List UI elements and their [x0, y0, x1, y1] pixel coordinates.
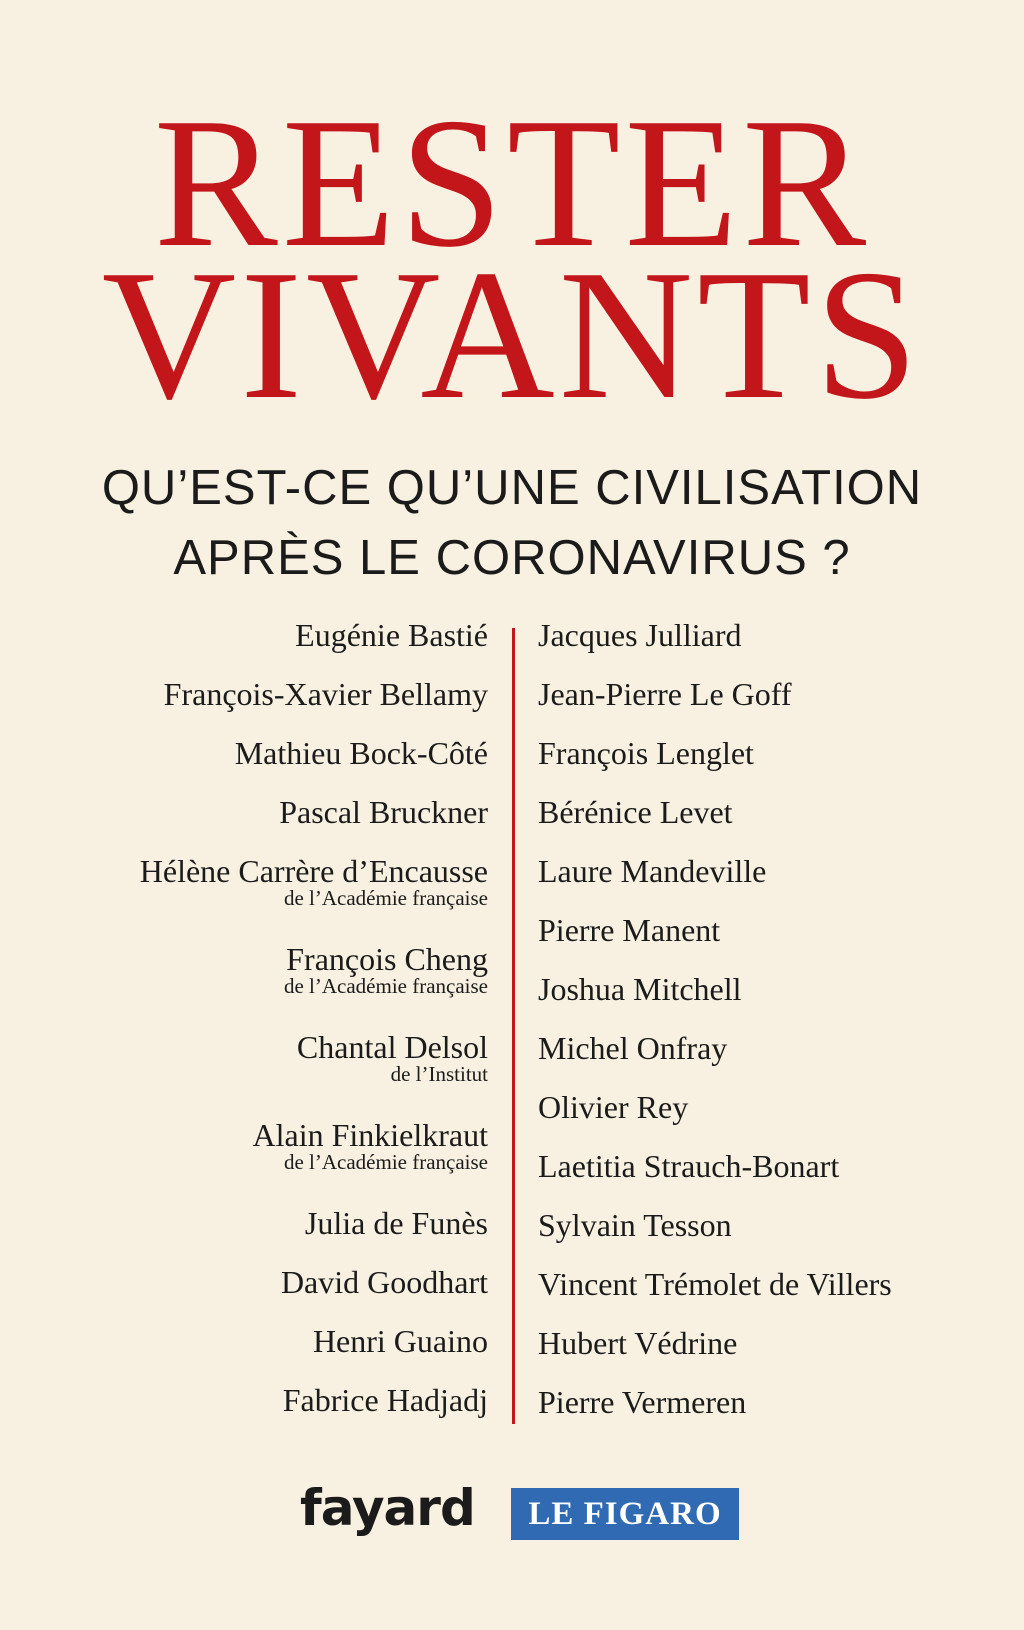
author-name: Pascal Bruckner [279, 794, 488, 830]
author-name: Vincent Trémolet de Villers [538, 1266, 892, 1302]
author-name: Fabrice Hadjadj [282, 1382, 488, 1418]
author-item [538, 851, 1008, 910]
author-name: Jacques Julliard [538, 617, 742, 653]
author-name: Chantal Delsol [296, 1029, 488, 1065]
author-item [8, 1262, 488, 1321]
author-name: Hubert Védrine [538, 1325, 738, 1361]
authors-right-column [538, 615, 1008, 1441]
le-figaro-logo [511, 1488, 739, 1540]
author-name: Hélène Carrère d’Encausse [139, 853, 488, 889]
author-name: François Cheng [286, 941, 488, 977]
author-name: Pierre Manent [538, 912, 721, 948]
authors-left-column [8, 615, 488, 1439]
author-name: Sylvain Tesson [538, 1207, 732, 1243]
column-divider [512, 628, 515, 1424]
author-item [538, 1382, 1008, 1441]
author-affiliation: de l’Académie française [283, 974, 488, 998]
subtitle-line-2: APRÈS LE CORONAVIRUS ? [173, 531, 851, 585]
author-item [538, 1087, 1008, 1146]
author-name: Joshua Mitchell [538, 971, 742, 1007]
author-name: François Lenglet [538, 735, 754, 771]
author-item [538, 674, 1008, 733]
author-item [8, 939, 488, 1027]
author-item [8, 1115, 488, 1203]
author-item [538, 615, 1008, 674]
author-name: Henri Guaino [312, 1323, 488, 1359]
author-item [8, 1380, 488, 1439]
author-item [538, 1264, 1008, 1323]
author-affiliation: de l’Institut [390, 1062, 488, 1086]
title-line-2: VIVANTS [101, 232, 923, 438]
author-name: Laure Mandeville [538, 853, 767, 889]
author-name: Laetitia Strauch-Bonart [538, 1148, 840, 1184]
author-item [538, 1028, 1008, 1087]
author-name: Olivier Rey [538, 1089, 689, 1125]
author-item [8, 733, 488, 792]
author-item [538, 969, 1008, 1028]
author-item [8, 615, 488, 674]
author-name: François-Xavier Bellamy [163, 676, 488, 712]
author-item [538, 910, 1008, 969]
author-item [8, 851, 488, 939]
author-item [538, 1146, 1008, 1205]
author-item [8, 1203, 488, 1262]
author-name: Alain Finkielkraut [252, 1117, 488, 1153]
author-affiliation: de l’Académie française [283, 1150, 488, 1174]
le-figaro-wordmark: LE FIGARO [528, 1495, 722, 1532]
author-name: Eugénie Bastié [295, 617, 488, 653]
publisher-logo: fayard [300, 1479, 475, 1537]
author-name: Julia de Funès [304, 1205, 488, 1241]
title-line-1: RESTER [153, 80, 871, 286]
author-item [538, 733, 1008, 792]
author-affiliation: de l’Académie française [283, 886, 488, 910]
author-name: Bérénice Levet [538, 794, 733, 830]
author-name: David Goodhart [280, 1264, 488, 1300]
author-name: Pierre Vermeren [538, 1384, 747, 1420]
author-item [538, 792, 1008, 851]
subtitle-line-1: QU’EST-CE QU’UNE CIVILISATION [101, 461, 923, 515]
author-name: Jean-Pierre Le Goff [538, 676, 792, 712]
author-item [538, 1323, 1008, 1382]
author-item [8, 1027, 488, 1115]
author-item [8, 1321, 488, 1380]
author-name: Mathieu Bock-Côté [234, 735, 488, 771]
author-item [538, 1205, 1008, 1264]
author-name: Michel Onfray [538, 1030, 728, 1066]
author-item [8, 792, 488, 851]
author-item [8, 674, 488, 733]
